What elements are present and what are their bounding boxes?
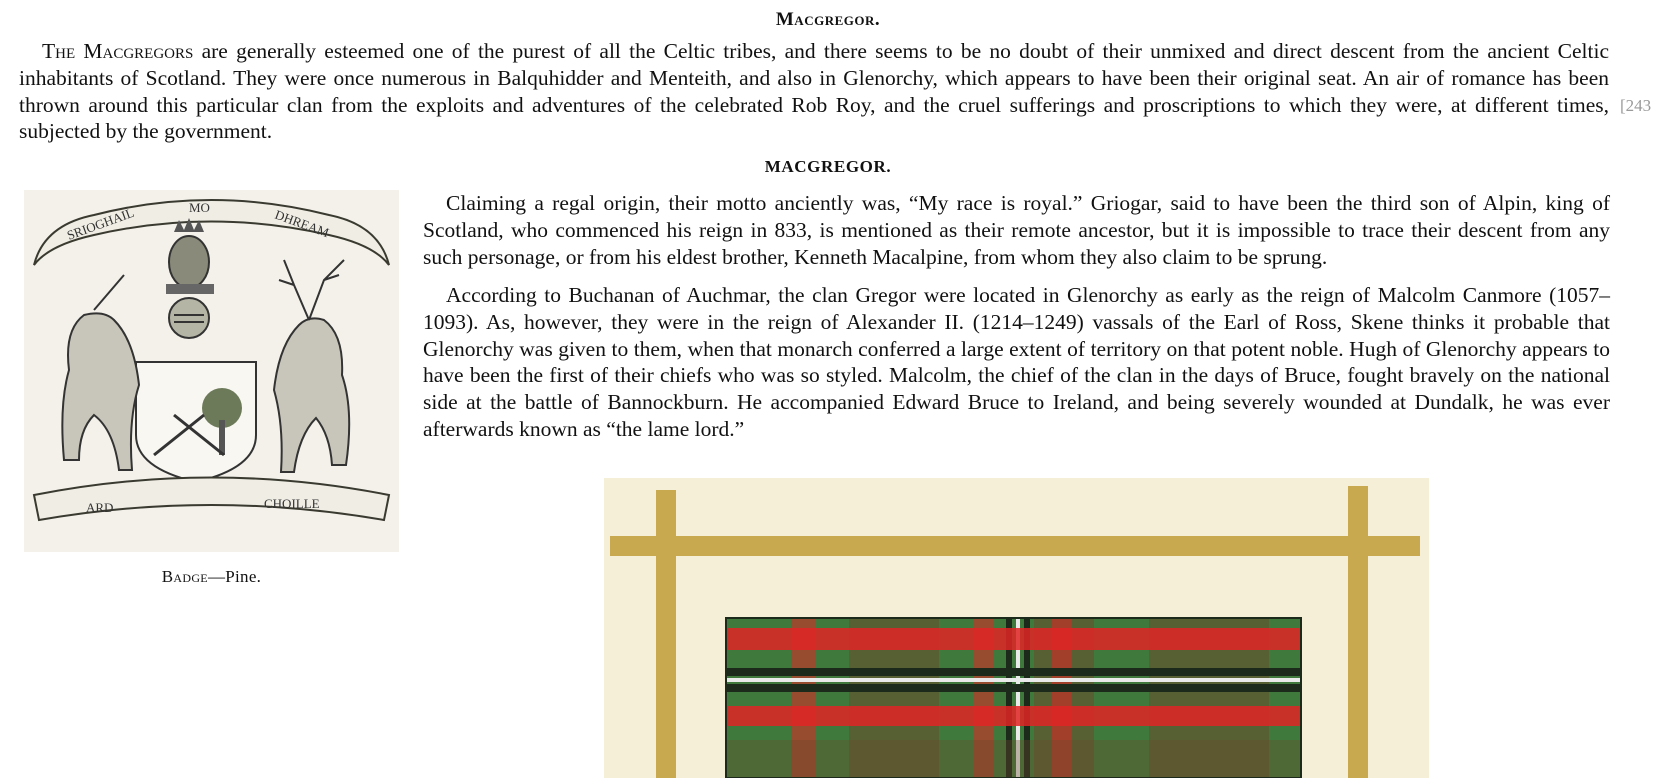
body-paragraph: Claiming a regal origin, their motto anciently was, “My race is royal.” Griogar, said to have been the third son of Alpin, king of Scotland, who commenced his reign in 833, is mentioned as their remote ancestor, but it is impossible to trace their descent from any such personage, or from his eldest brother, Kenneth Macalpine, from whom they also claim to be sprung. [423, 191, 1610, 269]
intro-paragraph [19, 38, 1609, 145]
section-heading: MACGREGOR. [764, 157, 892, 176]
motto-word: MO [189, 200, 210, 215]
caption-rest: —Pine. [207, 567, 262, 586]
body-paragraph: According to Buchanan of Auchmar, the clan Gregor were located in Glenorchy as early as the reign of Malcolm Canmore (1057–1093). As, however, they were in the reign of Alexander II. (1214–1249) vassals of the Earl of Ross, Skene thinks it probable that Glenorchy was given to them, when that monarch conferred a large extent of territory on that potent noble. Hugh of Glenorchy appears to have been the first of their chiefs who was so styled. Malcolm, the chief of the clan in the days of Bruce, fought bravely on the national side at the battle of Bannockburn. He accompanied Edward Bruce to Ireland, and being severely wounded at Dundalk, he was ever afterwards known as “the lame lord.” [423, 283, 1610, 441]
coat-of-arms-image [24, 190, 399, 552]
intro-text: are generally esteemed one of the purest of all the Celtic tribes, and there seems to be no doubt of their unmixed and direct descent from the ancient Celtic inhabitants of Scotland. They were once numerous in Balquhidder and Menteith, and also in Glenorchy, which appears to have been their original seat. An air of romance has been thrown around this particular clan from the exploits and adventures of the celebrated Rob Roy, and the cruel sufferings and proscriptions to which they were, at different times, subjected by the government. [19, 39, 1609, 144]
motto-word: ARD [86, 500, 114, 515]
page-number-link[interactable]: [243 [1620, 96, 1652, 115]
motto-word: DHREAM [272, 206, 332, 241]
page-title: Macgregor. [775, 9, 881, 30]
caption-lead: Badge [161, 567, 208, 586]
tartan-plate-image [604, 478, 1429, 778]
motto-word: CHOILLE [264, 496, 320, 511]
motto-word: SRIOGHAIL [64, 204, 136, 243]
crest-caption [24, 567, 399, 587]
intro-lead: The Macgregors [42, 39, 194, 63]
